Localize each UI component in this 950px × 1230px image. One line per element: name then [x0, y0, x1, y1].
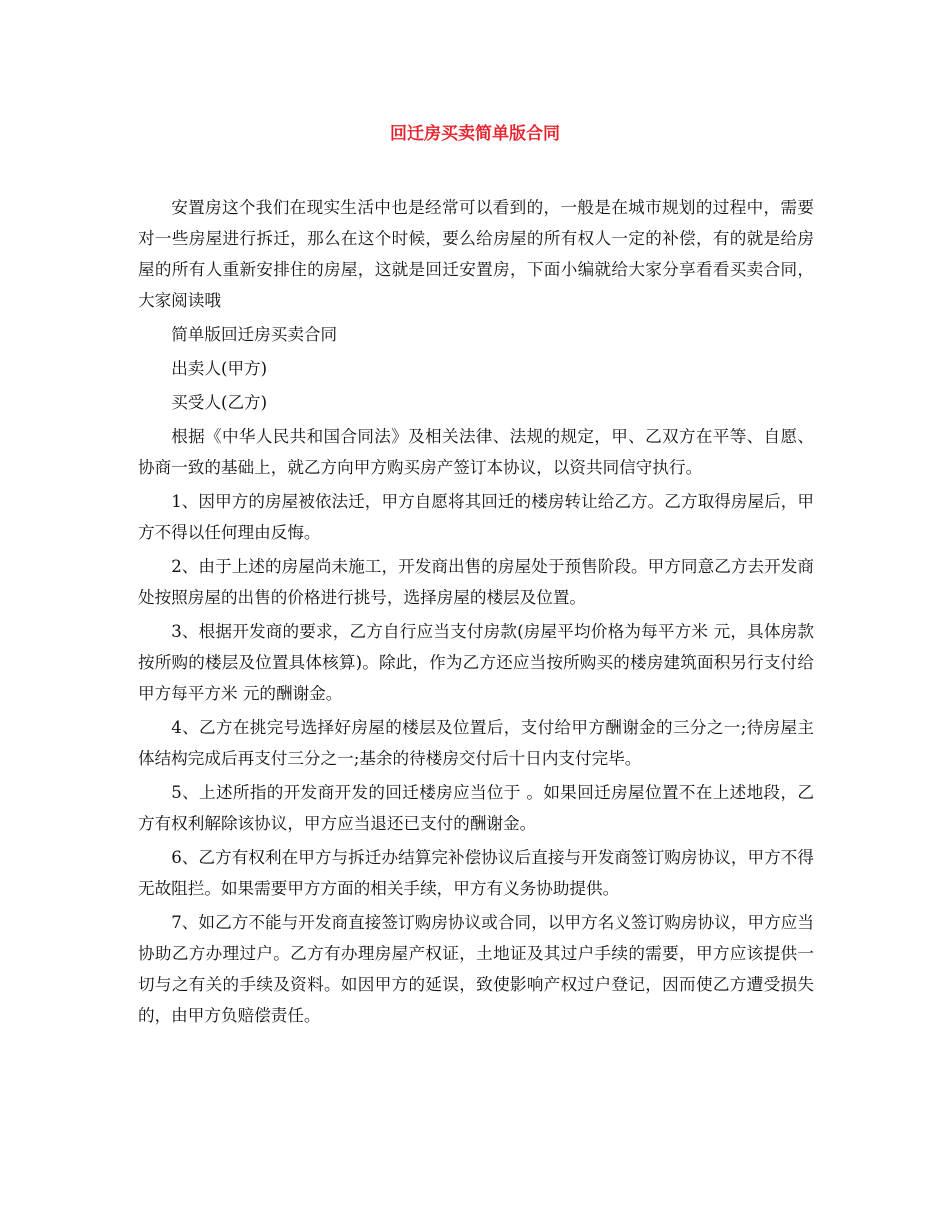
clause-7: 7、如乙方不能与开发商直接签订购房协议或合同，以甲方名义签订购房协议，甲方应当协助乙方办理过户。乙方有办理房屋产权证，土地证及其过户手续的需要，甲方应该提供一切与之有关的手续及资料。如因甲方的延误，致使影响产权过户登记，因而使乙方遭受损失的，由甲方负赔偿责任。 [138, 913, 814, 1025]
clause-6: 6、乙方有权利在甲方与拆迁办结算完补偿协议后直接与开发商签订购房协议，甲方不得无故阻拦。如果需要甲方方面的相关手续，甲方有义务协助提供。 [138, 848, 814, 898]
buyer-line: 买受人(乙方) [171, 393, 268, 412]
clause-4: 4、乙方在挑完号选择好房屋的楼层及位置后，支付给甲方酬谢金的三分之一;待房屋主体结构完成后再支付三分之一;基余的待楼房交付后十日内支付完毕。 [138, 718, 814, 768]
preamble-paragraph: 根据《中华人民共和国合同法》及相关法律、法规的规定，甲、乙双方在平等、自愿、协商一致的基础上，就乙方向甲方购买房产签订本协议，以资共同信守执行。 [138, 427, 814, 477]
contract-name: 简单版回迁房买卖合同 [171, 325, 338, 344]
document-title: 回迁房买卖简单版合同 [390, 124, 560, 144]
intro-paragraph: 安置房这个我们在现实生活中也是经常可以看到的，一般是在城市规划的过程中，需要对一些房屋进行拆迁，那么在这个时候，要么给房屋的所有权人一定的补偿，有的就是给房屋的所有人重新安排住的房屋，这就是回迁安置房，下面小编就给大家分享看看买卖合同，大家阅读哦 [138, 198, 814, 310]
clause-5: 5、上述所指的开发商开发的回迁楼房应当位于 。如果回迁房屋位置不在上述地段，乙方有权利解除该协议，甲方应当退还已支付的酬谢金。 [138, 783, 814, 833]
clause-1: 1、因甲方的房屋被依法迁，甲方自愿将其回迁的楼房转让给乙方。乙方取得房屋后，甲方不得以任何理由反悔。 [138, 492, 814, 542]
seller-line: 出卖人(甲方) [171, 359, 268, 378]
clause-3: 3、根据开发商的要求，乙方自行应当支付房款(房屋平均价格为每平方米 元，具体房款按所购的楼层及位置具体核算)。除此，作为乙方还应当按所购买的楼房建筑面积另行支付给甲方每平方米 元的酬谢金。 [138, 622, 814, 703]
clause-2: 2、由于上述的房屋尚未施工，开发商出售的房屋处于预售阶段。甲方同意乙方去开发商处按照房屋的出售的价格进行挑号，选择房屋的楼层及位置。 [138, 557, 814, 607]
document-body [138, 192, 814, 1034]
